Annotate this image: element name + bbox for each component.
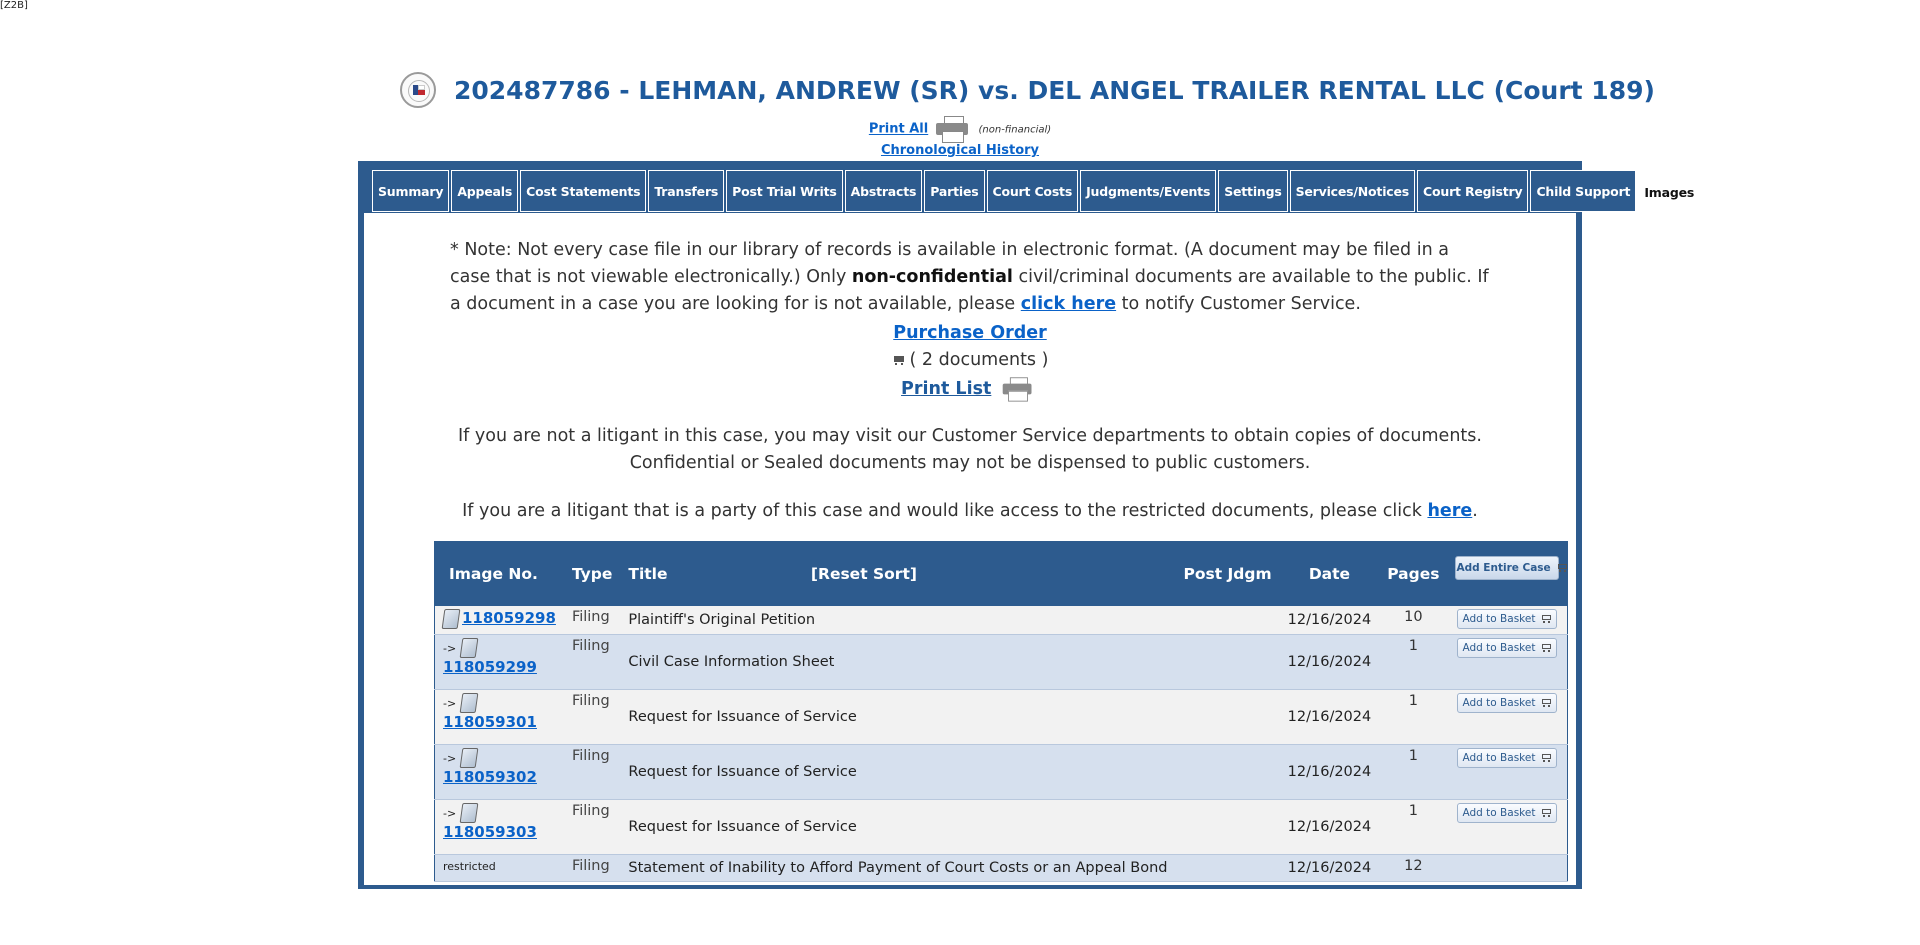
title-cell: Civil Case Information Sheet [620, 635, 1175, 690]
print-list-printer-icon[interactable] [1003, 377, 1034, 400]
title-cell: Request for Issuance of Service [620, 690, 1175, 745]
table-row [435, 635, 1568, 690]
type-cell: Filing [564, 855, 620, 882]
pages-cell: 1 [1379, 800, 1447, 855]
table-row [435, 690, 1568, 745]
child-arrow: -> [443, 697, 457, 710]
pages-cell: 1 [1379, 635, 1447, 690]
reset-sort-link[interactable]: [Reset Sort] [810, 565, 917, 583]
type-cell: Filing [564, 745, 620, 800]
note-text-2: civil/criminal documents are available to the public. If a document in a case you are looking for is not available, please [450, 267, 1489, 314]
header-title[interactable]: Title [628, 565, 668, 583]
tab-bar [372, 170, 1702, 214]
tab-abstracts[interactable]: Abstracts [845, 170, 923, 212]
title-cell: Request for Issuance of Service [620, 800, 1175, 855]
document-icon[interactable] [459, 803, 478, 823]
header-pages[interactable]: Pages [1379, 542, 1447, 607]
note-bold: non-confidential [851, 267, 1013, 287]
type-cell: Filing [564, 635, 620, 690]
documents-count: ( 2 documents ) [909, 350, 1049, 370]
tab-summary[interactable]: Summary [372, 170, 449, 212]
images-panel [364, 213, 1576, 885]
documents-count-row [364, 350, 1576, 370]
document-icon[interactable] [459, 693, 478, 713]
add-entire-case-label: Add Entire Case [1456, 562, 1551, 574]
post-jdgm-cell [1176, 745, 1280, 800]
header-type[interactable]: Type [564, 542, 620, 607]
header-image-no[interactable]: Image No. [435, 542, 564, 607]
notify-click-here-link[interactable]: click here [1020, 294, 1117, 314]
basket-cell-empty [1447, 855, 1568, 882]
purchase-order-link[interactable]: Purchase Order [893, 323, 1047, 343]
tab-court-registry[interactable]: Court Registry [1417, 170, 1528, 212]
type-cell: Filing [564, 800, 620, 855]
document-icon[interactable] [442, 609, 461, 629]
title-cell: Request for Issuance of Service [620, 745, 1175, 800]
add-to-basket-button[interactable] [1457, 638, 1557, 658]
cart-icon [1541, 614, 1552, 624]
post-jdgm-cell [1176, 855, 1280, 882]
page-header [400, 72, 1655, 108]
post-jdgm-cell [1176, 606, 1280, 635]
title-cell: Plaintiff's Original Petition [620, 606, 1175, 635]
restricted-access-here-link[interactable]: here [1427, 501, 1473, 521]
cart-icon [1541, 808, 1552, 818]
pages-cell: 12 [1379, 855, 1447, 882]
add-to-basket-button[interactable] [1457, 693, 1557, 713]
date-cell: 12/16/2024 [1280, 745, 1380, 800]
date-cell: 12/16/2024 [1280, 690, 1380, 745]
table-row [435, 745, 1568, 800]
print-all-link[interactable]: Print All [868, 121, 929, 137]
image-number-link[interactable]: 118059299 [443, 658, 537, 676]
post-jdgm-cell [1176, 635, 1280, 690]
purchase-order-row [364, 323, 1576, 343]
document-icon[interactable] [459, 638, 478, 658]
tab-settings[interactable]: Settings [1218, 170, 1287, 212]
header-title-cell [620, 542, 1175, 607]
add-to-basket-label: Add to Basket [1462, 752, 1536, 764]
corner-tag: [Z2B] [0, 0, 28, 11]
cart-icon [1557, 563, 1559, 573]
date-cell: 12/16/2024 [1280, 800, 1380, 855]
add-to-basket-label: Add to Basket [1462, 613, 1536, 625]
litigant-text-end: . [1472, 501, 1478, 521]
pages-cell: 1 [1379, 690, 1447, 745]
print-list-row [364, 376, 1576, 402]
tab-images[interactable]: Images [1638, 170, 1700, 214]
add-to-basket-label: Add to Basket [1462, 807, 1536, 819]
type-cell: Filing [564, 690, 620, 745]
add-to-basket-label: Add to Basket [1462, 697, 1536, 709]
header-date[interactable]: Date [1280, 542, 1380, 607]
add-entire-case-button[interactable] [1455, 556, 1559, 580]
printer-icon[interactable] [936, 116, 970, 142]
customer-service-info: If you are not a litigant in this case, you may visit our Customer Service departments to obtain copies of documents. Confidential or Sealed documents may not be dispensed to public customers. [458, 426, 1482, 473]
table-row [435, 800, 1568, 855]
add-to-basket-label: Add to Basket [1462, 642, 1536, 654]
tab-services-notices[interactable]: Services/Notices [1290, 170, 1415, 212]
post-jdgm-cell [1176, 690, 1280, 745]
restricted-label: restricted [443, 860, 496, 873]
date-cell: 12/16/2024 [1280, 635, 1380, 690]
title-cell: Statement of Inability to Afford Payment of Court Costs or an Appeal Bond [620, 855, 1175, 882]
image-number-link[interactable]: 118059303 [443, 823, 537, 841]
print-all-row [0, 116, 1920, 142]
add-to-basket-button[interactable] [1457, 748, 1557, 768]
table-row [435, 855, 1568, 882]
tab-court-costs[interactable]: Court Costs [987, 170, 1079, 212]
child-arrow: -> [443, 642, 457, 655]
image-number-link[interactable]: 118059301 [443, 713, 537, 731]
cart-icon [1541, 698, 1552, 708]
county-seal-icon [400, 72, 436, 108]
cart-icon [892, 354, 906, 366]
add-to-basket-button[interactable] [1457, 803, 1557, 823]
note-text: * Note: Not every case file in our library of records is available in electronic format. (A document may be filed in a case that is not viewable electronically.) Only [450, 240, 1449, 287]
chronological-history-row [0, 143, 1920, 158]
tab-appeals[interactable]: Appeals [451, 170, 518, 212]
tab-parties[interactable]: Parties [924, 170, 984, 212]
pages-cell: 1 [1379, 745, 1447, 800]
date-cell: 12/16/2024 [1280, 606, 1380, 635]
chronological-history-link[interactable]: Chronological History [880, 143, 1040, 158]
litigant-access-info [364, 501, 1576, 521]
tab-child-support[interactable]: Child Support [1530, 170, 1636, 212]
child-arrow: -> [443, 752, 457, 765]
tab-transfers[interactable]: Transfers [648, 170, 724, 212]
cart-icon [1541, 643, 1552, 653]
type-cell: Filing [564, 606, 620, 635]
tab-judgments-events[interactable]: Judgments/Events [1080, 170, 1216, 212]
litigant-text: If you are a litigant that is a party of this case and would like access to the restricted documents, please click [462, 501, 1428, 521]
post-jdgm-cell [1176, 800, 1280, 855]
tab-cost-statements[interactable]: Cost Statements [520, 170, 646, 212]
availability-note [450, 237, 1490, 318]
document-icon[interactable] [459, 748, 478, 768]
image-number-link[interactable]: 118059298 [462, 609, 556, 627]
child-arrow: -> [443, 807, 457, 820]
non-financial-note: (non-financial) [978, 124, 1052, 136]
table-header-row [435, 542, 1568, 607]
header-post-jdgm[interactable]: Post Jdgm [1176, 542, 1280, 607]
page-title: 202487786 - LEHMAN, ANDREW (SR) vs. DEL ANGEL TRAILER RENTAL LLC (Court 189) [454, 75, 1655, 105]
table-row [435, 606, 1568, 635]
print-list-link[interactable]: Print List [901, 379, 992, 399]
date-cell: 12/16/2024 [1280, 855, 1380, 882]
pages-cell: 10 [1379, 606, 1447, 635]
tab-post-trial-writs[interactable]: Post Trial Writs [726, 170, 842, 212]
documents-table [434, 541, 1568, 882]
case-frame [358, 161, 1695, 889]
note-text-3: to notify Customer Service. [1116, 294, 1361, 314]
cart-icon [1541, 753, 1552, 763]
image-number-link[interactable]: 118059302 [443, 768, 537, 786]
add-to-basket-button[interactable] [1457, 609, 1557, 629]
